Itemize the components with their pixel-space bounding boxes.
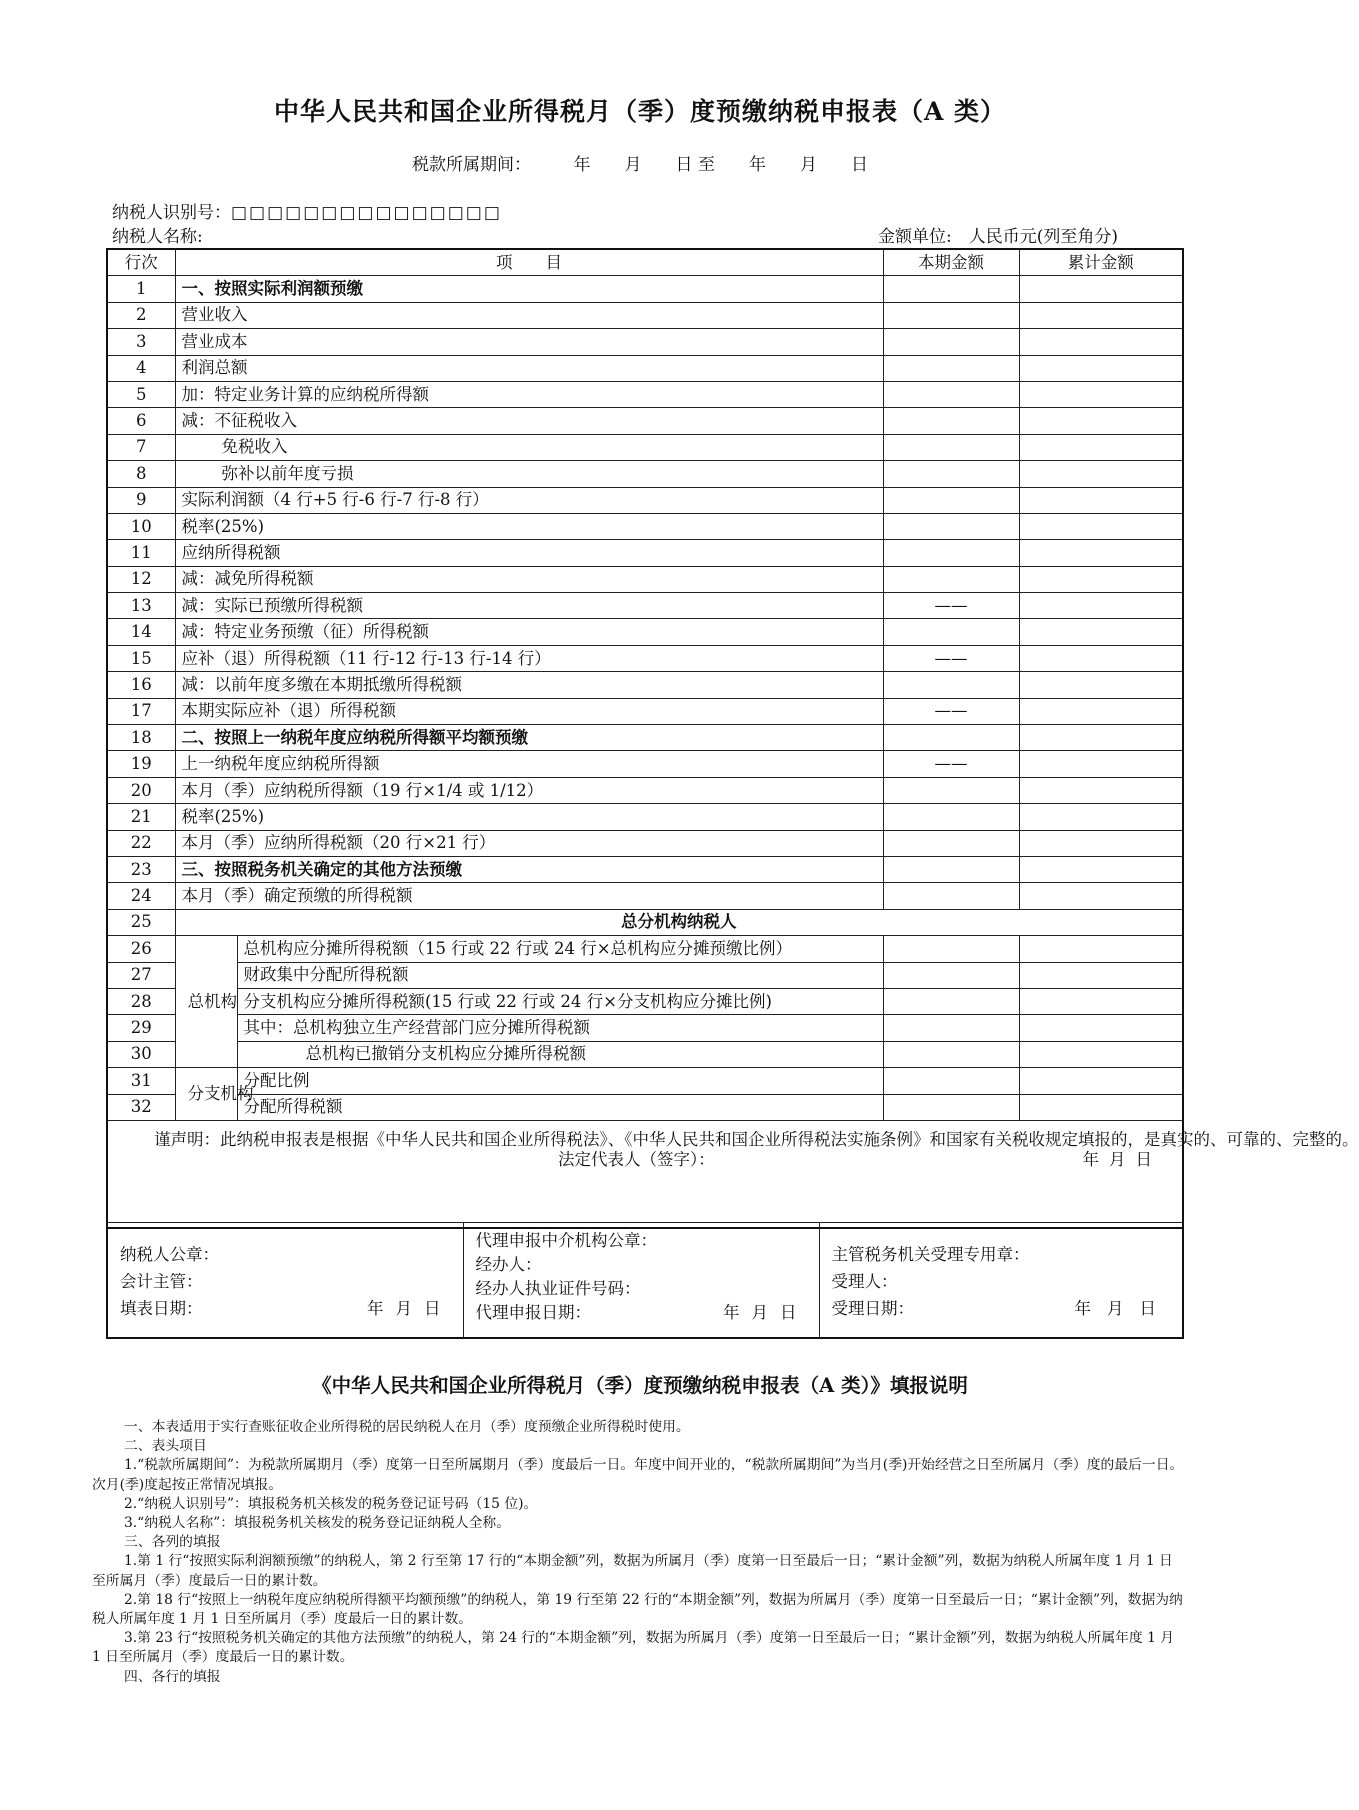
table-row <box>107 1015 1183 1041</box>
current-amount-cell[interactable] <box>883 1015 1019 1041</box>
row-no: 6 <box>107 408 175 434</box>
cumulative-amount-cell[interactable] <box>1019 487 1183 513</box>
current-amount-cell[interactable] <box>883 830 1019 856</box>
current-amount-cell[interactable] <box>883 988 1019 1014</box>
table-row <box>107 408 1183 434</box>
declaration-row <box>107 1120 1183 1228</box>
current-amount-cell[interactable] <box>883 355 1019 381</box>
signature-date: 年月日 <box>1082 1149 1162 1169</box>
row-label: 税率(25%) <box>175 804 883 830</box>
row-label: 减：不征税收入 <box>175 408 883 434</box>
row-no: 13 <box>107 593 175 619</box>
agent-date-label: 代理申报日期： <box>475 1303 591 1322</box>
cumulative-amount-cell[interactable] <box>1019 1068 1183 1094</box>
group-label-head-office: 总机构 <box>175 936 237 1068</box>
taxpayer-id-line <box>112 198 502 223</box>
agent-handler-label[interactable]: 经办人： <box>475 1255 542 1274</box>
cumulative-amount-cell[interactable] <box>1019 593 1183 619</box>
table-row <box>107 329 1183 355</box>
cumulative-amount-cell[interactable] <box>1019 381 1183 407</box>
table-row <box>107 962 1183 988</box>
table-row <box>107 487 1183 513</box>
row-no: 28 <box>107 988 175 1014</box>
current-amount-cell[interactable]: —— <box>883 645 1019 671</box>
cumulative-amount-cell[interactable] <box>1019 329 1183 355</box>
row-label: 应补（退）所得税额（11 行-12 行-13 行-14 行） <box>175 645 883 671</box>
instruction-paragraph: 三、各列的填报 <box>124 1534 221 1551</box>
table-row <box>107 883 1183 909</box>
table-row <box>107 1041 1183 1067</box>
table-row <box>107 1094 1183 1120</box>
row-label: 弥补以前年度亏损 <box>175 461 883 487</box>
cumulative-amount-cell[interactable] <box>1019 672 1183 698</box>
row-no: 12 <box>107 566 175 592</box>
table-row <box>107 381 1183 407</box>
cumulative-amount-cell[interactable] <box>1019 276 1183 302</box>
row-label: 减：特定业务预缴（征）所得税额 <box>175 619 883 645</box>
fill-date-label: 填表日期： <box>120 1299 203 1318</box>
table-row <box>107 645 1183 671</box>
current-amount-cell[interactable] <box>883 487 1019 513</box>
col-header-cumulative: 累计金额 <box>1019 249 1183 276</box>
current-amount-cell[interactable]: —— <box>883 751 1019 777</box>
table-row <box>107 909 1183 935</box>
current-amount-cell[interactable] <box>883 302 1019 328</box>
row-no: 2 <box>107 302 175 328</box>
row-label: 加：特定业务计算的应纳税所得额 <box>175 381 883 407</box>
row-label: 实际利润额（4 行+5 行-6 行-7 行-8 行） <box>175 487 883 513</box>
table-row <box>107 513 1183 539</box>
current-amount-cell[interactable] <box>883 672 1019 698</box>
row-no: 22 <box>107 830 175 856</box>
row-no: 4 <box>107 355 175 381</box>
current-amount-cell[interactable] <box>883 276 1019 302</box>
taxpayer-seal-label[interactable]: 纳税人公章： <box>120 1245 219 1264</box>
taxpayer-seal-cell <box>107 1223 463 1339</box>
row-no: 32 <box>107 1094 175 1120</box>
current-amount-cell[interactable] <box>883 1068 1019 1094</box>
instruction-paragraph: 3.第 23 行“按照税务机关确定的其他方法预缴”的纳税人，第 24 行的“本期金额”列，数据为所属月（季）度第一日至最后一日；“累计金额”列，数据为纳税人所属年度 1 月 1 日至所属月（季）度最后一日的累计数。 <box>92 1630 1175 1666</box>
row-no: 31 <box>107 1068 175 1094</box>
table-row <box>107 276 1183 302</box>
row-label: 总机构应分摊所得税额（15 行或 22 行或 24 行×总机构应分摊预缴比例） <box>237 936 883 962</box>
cumulative-amount-cell[interactable] <box>1019 830 1183 856</box>
fill-date-line <box>120 1295 453 1322</box>
table-row <box>107 804 1183 830</box>
row-label: 免税收入 <box>175 434 883 460</box>
row-no: 20 <box>107 777 175 803</box>
table-row <box>107 988 1183 1014</box>
current-amount-cell[interactable] <box>883 962 1019 988</box>
row-label: 营业收入 <box>175 302 883 328</box>
row-no: 1 <box>107 276 175 302</box>
row-no: 8 <box>107 461 175 487</box>
instruction-paragraph: 2.第 18 行“按照上一纳税年度应纳税所得额平均额预缴”的纳税人，第 19 行至第 22 行的“本期金额”列，数据为所属月（季）度第一日至最后一日；“累计金额”列，数据为纳税人所属年度 1 月 1 日至所属月（季）度最后一日的累计数。 <box>92 1591 1183 1628</box>
cumulative-amount-cell[interactable] <box>1019 751 1183 777</box>
current-amount-cell[interactable] <box>883 883 1019 909</box>
col-header-row-no: 行次 <box>107 249 175 276</box>
table-row <box>107 830 1183 856</box>
table-row <box>107 593 1183 619</box>
instructions-title: 《中华人民共和国企业所得税月（季）度预缴纳税申报表（A 类）》填报说明 <box>312 1374 968 1397</box>
cumulative-amount-cell[interactable] <box>1019 645 1183 671</box>
agent-cert-label[interactable]: 经办人执业证件号码： <box>475 1279 641 1298</box>
group-label-branch: 分支机构 <box>175 1068 237 1121</box>
receive-date-line <box>832 1295 1173 1322</box>
declaration-text: 谨声明：此纳税申报表是根据《中华人民共和国企业所得税法》、《中华人民共和国企业所得税法实施条例》和国家有关税收规定填报的，是真实的、可靠的、完整的。 <box>154 1129 1359 1149</box>
row-no: 24 <box>107 883 175 909</box>
currency-unit: 金额单位: 人民币元(列至角分) <box>878 227 1118 247</box>
row-label: 减：减免所得税额 <box>175 566 883 592</box>
taxpayer-id-label: 纳税人识别号： <box>112 203 231 223</box>
current-amount-cell[interactable] <box>883 461 1019 487</box>
table-row <box>107 936 1183 962</box>
row-label: 分支机构应分摊所得税额(15 行或 22 行或 24 行×分支机构应分摊比例) <box>237 988 883 1014</box>
row-no: 9 <box>107 487 175 513</box>
row-label: 总机构已撤销分支机构应分摊所得税额 <box>237 1041 883 1067</box>
row-label: 其中：总机构独立生产经营部门应分摊所得税额 <box>237 1015 883 1041</box>
current-amount-cell[interactable] <box>883 619 1019 645</box>
row-no: 30 <box>107 1041 175 1067</box>
cumulative-amount-cell[interactable] <box>1019 513 1183 539</box>
section-header-branch-taxpayer: 总分机构纳税人 <box>175 909 1183 935</box>
table-row <box>107 619 1183 645</box>
agent-date-line <box>476 1299 809 1326</box>
row-label: 财政集中分配所得税额 <box>237 962 883 988</box>
declaration-cell <box>107 1120 1359 1228</box>
cumulative-amount-cell[interactable] <box>1019 619 1183 645</box>
row-no: 17 <box>107 698 175 724</box>
cumulative-amount-cell[interactable] <box>1019 1015 1183 1041</box>
cumulative-amount-cell[interactable] <box>1019 962 1183 988</box>
table-row <box>107 540 1183 566</box>
row-label: 营业成本 <box>175 329 883 355</box>
current-amount-cell[interactable] <box>883 513 1019 539</box>
table-row <box>107 461 1183 487</box>
cumulative-amount-cell[interactable] <box>1019 777 1183 803</box>
row-no: 29 <box>107 1015 175 1041</box>
current-amount-cell[interactable]: —— <box>883 593 1019 619</box>
table-row <box>107 751 1183 777</box>
row-label: 应纳所得税额 <box>175 540 883 566</box>
table-row <box>107 725 1183 751</box>
agent-date-value[interactable]: 年月日 <box>723 1303 809 1322</box>
tax-period: 税款所属期间： 年 月 日 至 年 月 日 <box>412 155 868 175</box>
col-header-item: 项 目 <box>175 249 883 276</box>
current-amount-cell[interactable] <box>883 725 1019 751</box>
agent-seal-label[interactable]: 代理申报中介机构公章： <box>475 1231 657 1250</box>
current-amount-cell[interactable] <box>883 1094 1019 1120</box>
tax-authority-seal-cell <box>819 1223 1183 1339</box>
row-label: 减：以前年度多缴在本期抵缴所得税额 <box>175 672 883 698</box>
cumulative-amount-cell[interactable] <box>1019 804 1183 830</box>
current-amount-cell[interactable]: —— <box>883 698 1019 724</box>
row-label: 税率(25%) <box>175 513 883 539</box>
col-header-current: 本期金额 <box>883 249 1019 276</box>
table-row <box>107 672 1183 698</box>
cumulative-amount-cell[interactable] <box>1019 856 1183 882</box>
cumulative-amount-cell[interactable] <box>1019 936 1183 962</box>
seal-footer-table <box>106 1222 1184 1339</box>
table-row <box>107 856 1183 882</box>
instruction-paragraph: 3.“纳税人名称”：填报税务机关核发的税务登记证纳税人全称。 <box>124 1515 510 1532</box>
table-row <box>107 355 1183 381</box>
agent-seal-cell <box>463 1223 819 1339</box>
current-amount-cell[interactable] <box>883 777 1019 803</box>
table-header-row <box>107 249 1183 276</box>
current-amount-cell[interactable] <box>883 408 1019 434</box>
legal-rep-signature-label[interactable]: 法定代表人（签字）： <box>558 1149 715 1169</box>
row-label: 本月（季）应纳税所得额（19 行×1/4 或 1/12） <box>175 777 883 803</box>
current-amount-cell[interactable] <box>883 434 1019 460</box>
row-no: 25 <box>107 909 175 935</box>
row-no: 18 <box>107 725 175 751</box>
table-row <box>107 698 1183 724</box>
cumulative-amount-cell[interactable] <box>1019 434 1183 460</box>
instruction-paragraph: 一、本表适用于实行查账征收企业所得税的居民纳税人在月（季）度预缴企业所得税时使用。 <box>124 1419 690 1435</box>
cumulative-amount-cell[interactable] <box>1019 408 1183 434</box>
row-no: 27 <box>107 962 175 988</box>
current-amount-cell[interactable] <box>883 329 1019 355</box>
row-no: 21 <box>107 804 175 830</box>
row-no: 16 <box>107 672 175 698</box>
cumulative-amount-cell[interactable] <box>1019 698 1183 724</box>
cumulative-amount-cell[interactable] <box>1019 540 1183 566</box>
row-no: 10 <box>107 513 175 539</box>
receiver-label[interactable]: 受理人： <box>831 1272 898 1291</box>
signature-line <box>122 1151 1168 1179</box>
row-no: 15 <box>107 645 175 671</box>
cumulative-amount-cell[interactable] <box>1019 461 1183 487</box>
row-label: 上一纳税年度应纳税所得额 <box>175 751 883 777</box>
cumulative-amount-cell[interactable] <box>1019 883 1183 909</box>
row-no: 7 <box>107 434 175 460</box>
cumulative-amount-cell[interactable] <box>1019 355 1183 381</box>
row-label: 三、按照税务机关确定的其他方法预缴 <box>175 856 883 882</box>
row-no: 14 <box>107 619 175 645</box>
row-no: 26 <box>107 936 175 962</box>
current-amount-cell[interactable] <box>883 936 1019 962</box>
accountant-label[interactable]: 会计主管： <box>120 1272 203 1291</box>
tax-authority-seal-label[interactable]: 主管税务机关受理专用章： <box>831 1245 1030 1264</box>
row-no: 5 <box>107 381 175 407</box>
instructions-body <box>92 1418 1184 1687</box>
instruction-paragraph: 2.“纳税人识别号”：填报税务机关核发的税务登记证号码（15 位)。 <box>124 1495 538 1512</box>
table-row <box>107 434 1183 460</box>
taxpayer-name-label: 纳税人名称: <box>112 227 203 247</box>
row-label: 一、按照实际利润额预缴 <box>175 276 883 302</box>
row-label: 利润总额 <box>175 355 883 381</box>
cumulative-amount-cell[interactable] <box>1019 988 1183 1014</box>
cumulative-amount-cell[interactable] <box>1019 302 1183 328</box>
current-amount-cell[interactable] <box>883 1041 1019 1067</box>
row-label: 分配所得税额 <box>237 1094 883 1120</box>
cumulative-amount-cell[interactable] <box>1019 1041 1183 1067</box>
current-amount-cell[interactable] <box>883 540 1019 566</box>
instruction-paragraph: 四、各行的填报 <box>124 1668 221 1685</box>
row-label: 分配比例 <box>237 1068 883 1094</box>
row-no: 11 <box>107 540 175 566</box>
row-label: 本月（季）确定预缴的所得税额 <box>175 883 883 909</box>
cumulative-amount-cell[interactable] <box>1019 725 1183 751</box>
fill-date-value[interactable]: 年月日 <box>367 1299 453 1318</box>
row-no: 19 <box>107 751 175 777</box>
row-label: 二、按照上一纳税年度应纳税所得额平均额预缴 <box>175 725 883 751</box>
current-amount-cell[interactable] <box>883 804 1019 830</box>
instruction-paragraph: 二、表头项目 <box>124 1438 207 1455</box>
row-label: 减：实际已预缴所得税额 <box>175 593 883 619</box>
receive-date-label: 受理日期： <box>831 1299 914 1318</box>
declaration-table <box>106 248 1359 1229</box>
instruction-paragraph: 1.第 1 行“按照实际利润额预缴”的纳税人，第 2 行至第 17 行的“本期金额”列，数据为所属月（季）度第一日至最后一日；“累计金额”列，数据为纳税人所属年度 1 月 1 日至所属月（季）度最后一日的累计数。 <box>92 1553 1173 1589</box>
row-label: 本月（季）应纳所得税额（20 行×21 行） <box>175 830 883 856</box>
current-amount-cell[interactable] <box>883 566 1019 592</box>
table-row <box>107 566 1183 592</box>
row-no: 23 <box>107 856 175 882</box>
table-row <box>107 777 1183 803</box>
row-label: 本期实际应补（退）所得税额 <box>175 698 883 724</box>
receive-date-value[interactable]: 年月日 <box>1074 1299 1172 1318</box>
row-no: 3 <box>107 329 175 355</box>
instruction-paragraph: 1.“税款所属期间”：为税款所属期月（季）度第一日至所属期月（季）度最后一日。年度中间开业的，“税款所属期间”为当月(季)开始经营之日至所属月（季）度的最后一日。次月(季)度起按正常情况填报。 <box>92 1457 1184 1493</box>
current-amount-cell[interactable] <box>883 856 1019 882</box>
page-title: 中华人民共和国企业所得税月（季）度预缴纳税申报表（A 类） <box>273 97 1007 126</box>
cumulative-amount-cell[interactable] <box>1019 566 1183 592</box>
cumulative-amount-cell[interactable] <box>1019 1094 1183 1120</box>
taxpayer-id-boxes[interactable]: □□□□□□□□□□□□□□□ <box>231 203 502 223</box>
current-amount-cell[interactable] <box>883 381 1019 407</box>
table-row <box>107 1068 1183 1094</box>
table-row <box>107 302 1183 328</box>
